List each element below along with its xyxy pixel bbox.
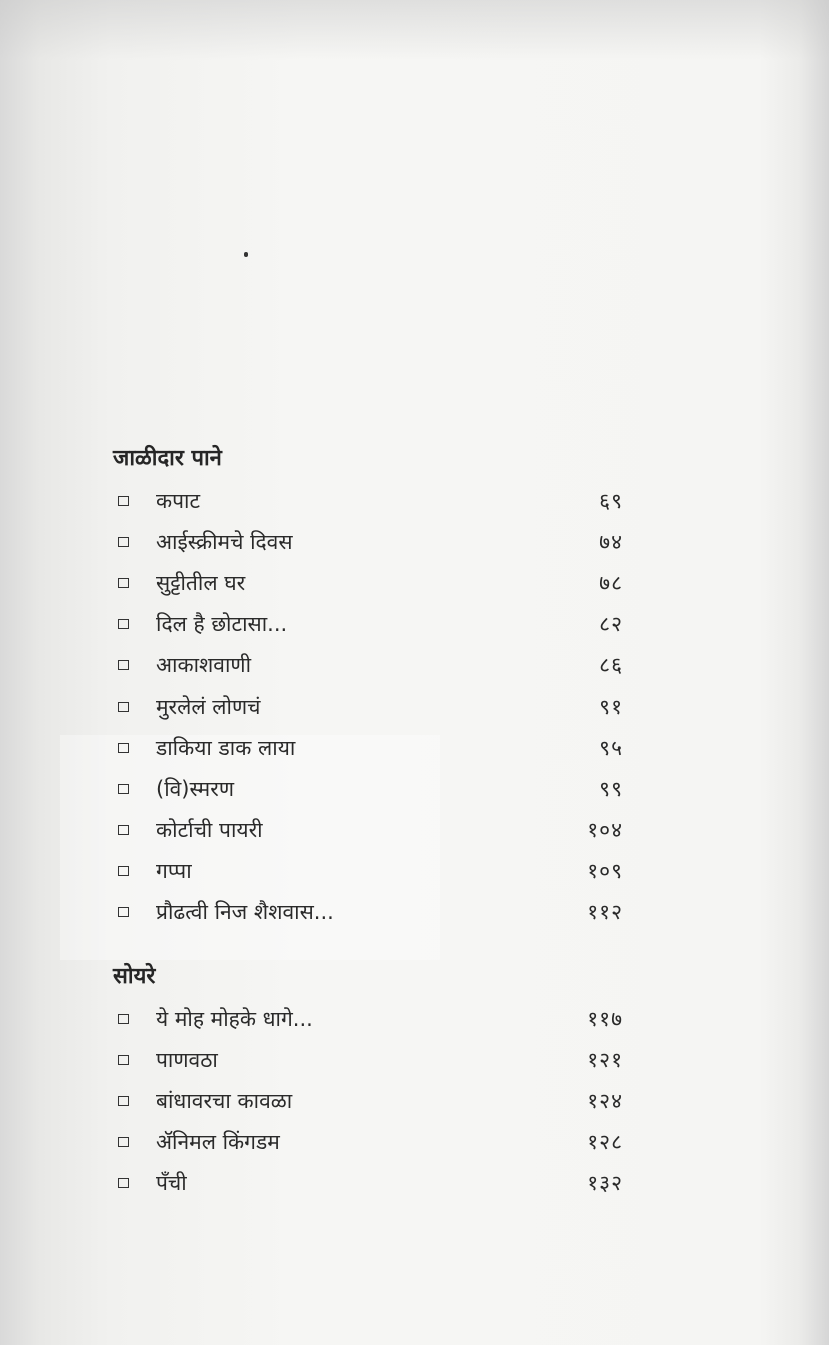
entry-page-number: ७४ <box>599 529 623 554</box>
square-bullet-icon <box>118 743 129 753</box>
toc-entry <box>113 1080 633 1121</box>
square-bullet-icon <box>118 660 129 670</box>
square-bullet-icon <box>118 578 129 588</box>
entry-title: कपाट <box>156 488 201 513</box>
entry-page-number: ८२ <box>599 612 623 637</box>
entry-page-number: ९९ <box>599 776 623 801</box>
entry-title: दिल है छोटासा... <box>156 612 288 637</box>
section-heading: सोयरे <box>113 964 156 989</box>
toc-entry <box>113 1122 633 1163</box>
toc-entry <box>113 998 633 1039</box>
entry-title: आकाशवाणी <box>156 653 252 678</box>
square-bullet-icon <box>118 1178 129 1188</box>
entry-page-number: ७८ <box>599 570 623 595</box>
square-bullet-icon <box>118 866 129 876</box>
entry-page-number: ९१ <box>599 694 623 719</box>
toc-section-soyare <box>113 962 633 1204</box>
toc-entry <box>113 521 633 562</box>
toc-entry <box>113 727 633 768</box>
square-bullet-icon <box>118 784 129 794</box>
toc-entry <box>113 604 633 645</box>
entry-title: डाकिया डाक लाया <box>156 735 296 760</box>
toc-entry <box>113 768 633 809</box>
entry-page-number: १०४ <box>587 818 623 843</box>
square-bullet-icon <box>118 907 129 917</box>
square-bullet-icon <box>118 1014 129 1024</box>
entry-title: मुरलेलं लोणचं <box>156 694 261 719</box>
entry-title: (वि)स्मरण <box>156 776 234 801</box>
entry-page-number: ९५ <box>599 735 623 760</box>
toc-entry <box>113 810 633 851</box>
entry-title: आईस्क्रीमचे दिवस <box>156 529 293 554</box>
entry-page-number: ११२ <box>587 900 623 925</box>
entry-title: प्रौढत्वी निज शैशवास... <box>156 900 334 925</box>
entry-title: ॲनिमल किंगडम <box>156 1130 280 1155</box>
entry-page-number: ८६ <box>599 653 623 678</box>
square-bullet-icon <box>118 1137 129 1147</box>
entry-page-number: १२८ <box>587 1130 623 1155</box>
square-bullet-icon <box>118 702 129 712</box>
entry-title: कोर्टाची पायरी <box>156 818 263 843</box>
toc-section-jalidar-pane <box>113 444 633 933</box>
toc-entry <box>113 562 633 603</box>
entry-page-number: ११७ <box>587 1006 623 1031</box>
entry-title: पाणवठा <box>156 1047 218 1072</box>
entry-page-number: १२१ <box>587 1047 623 1072</box>
entry-page-number: १३२ <box>587 1171 623 1196</box>
section-heading: जाळीदार पाने <box>113 446 222 471</box>
square-bullet-icon <box>118 1096 129 1106</box>
entry-page-number: ६९ <box>599 488 623 513</box>
square-bullet-icon <box>118 825 129 835</box>
toc-entry <box>113 892 633 933</box>
toc-entry <box>113 686 633 727</box>
toc-entry <box>113 645 633 686</box>
entry-page-number: १२४ <box>587 1088 623 1113</box>
toc-entry <box>113 480 633 521</box>
square-bullet-icon <box>118 619 129 629</box>
entry-title: पॅंची <box>156 1171 187 1196</box>
entry-title: गप्पा <box>156 859 192 884</box>
square-bullet-icon <box>118 496 129 506</box>
entry-title: ये मोह मोहके धागे... <box>156 1006 313 1031</box>
entry-title: सुट्टीतील घर <box>156 570 246 595</box>
entry-title: बांधावरचा कावळा <box>156 1088 293 1113</box>
toc-entry <box>113 851 633 892</box>
entry-page-number: १०९ <box>587 859 623 884</box>
toc-entry <box>113 1163 633 1204</box>
square-bullet-icon <box>118 1055 129 1065</box>
toc-entry <box>113 1039 633 1080</box>
square-bullet-icon <box>118 537 129 547</box>
